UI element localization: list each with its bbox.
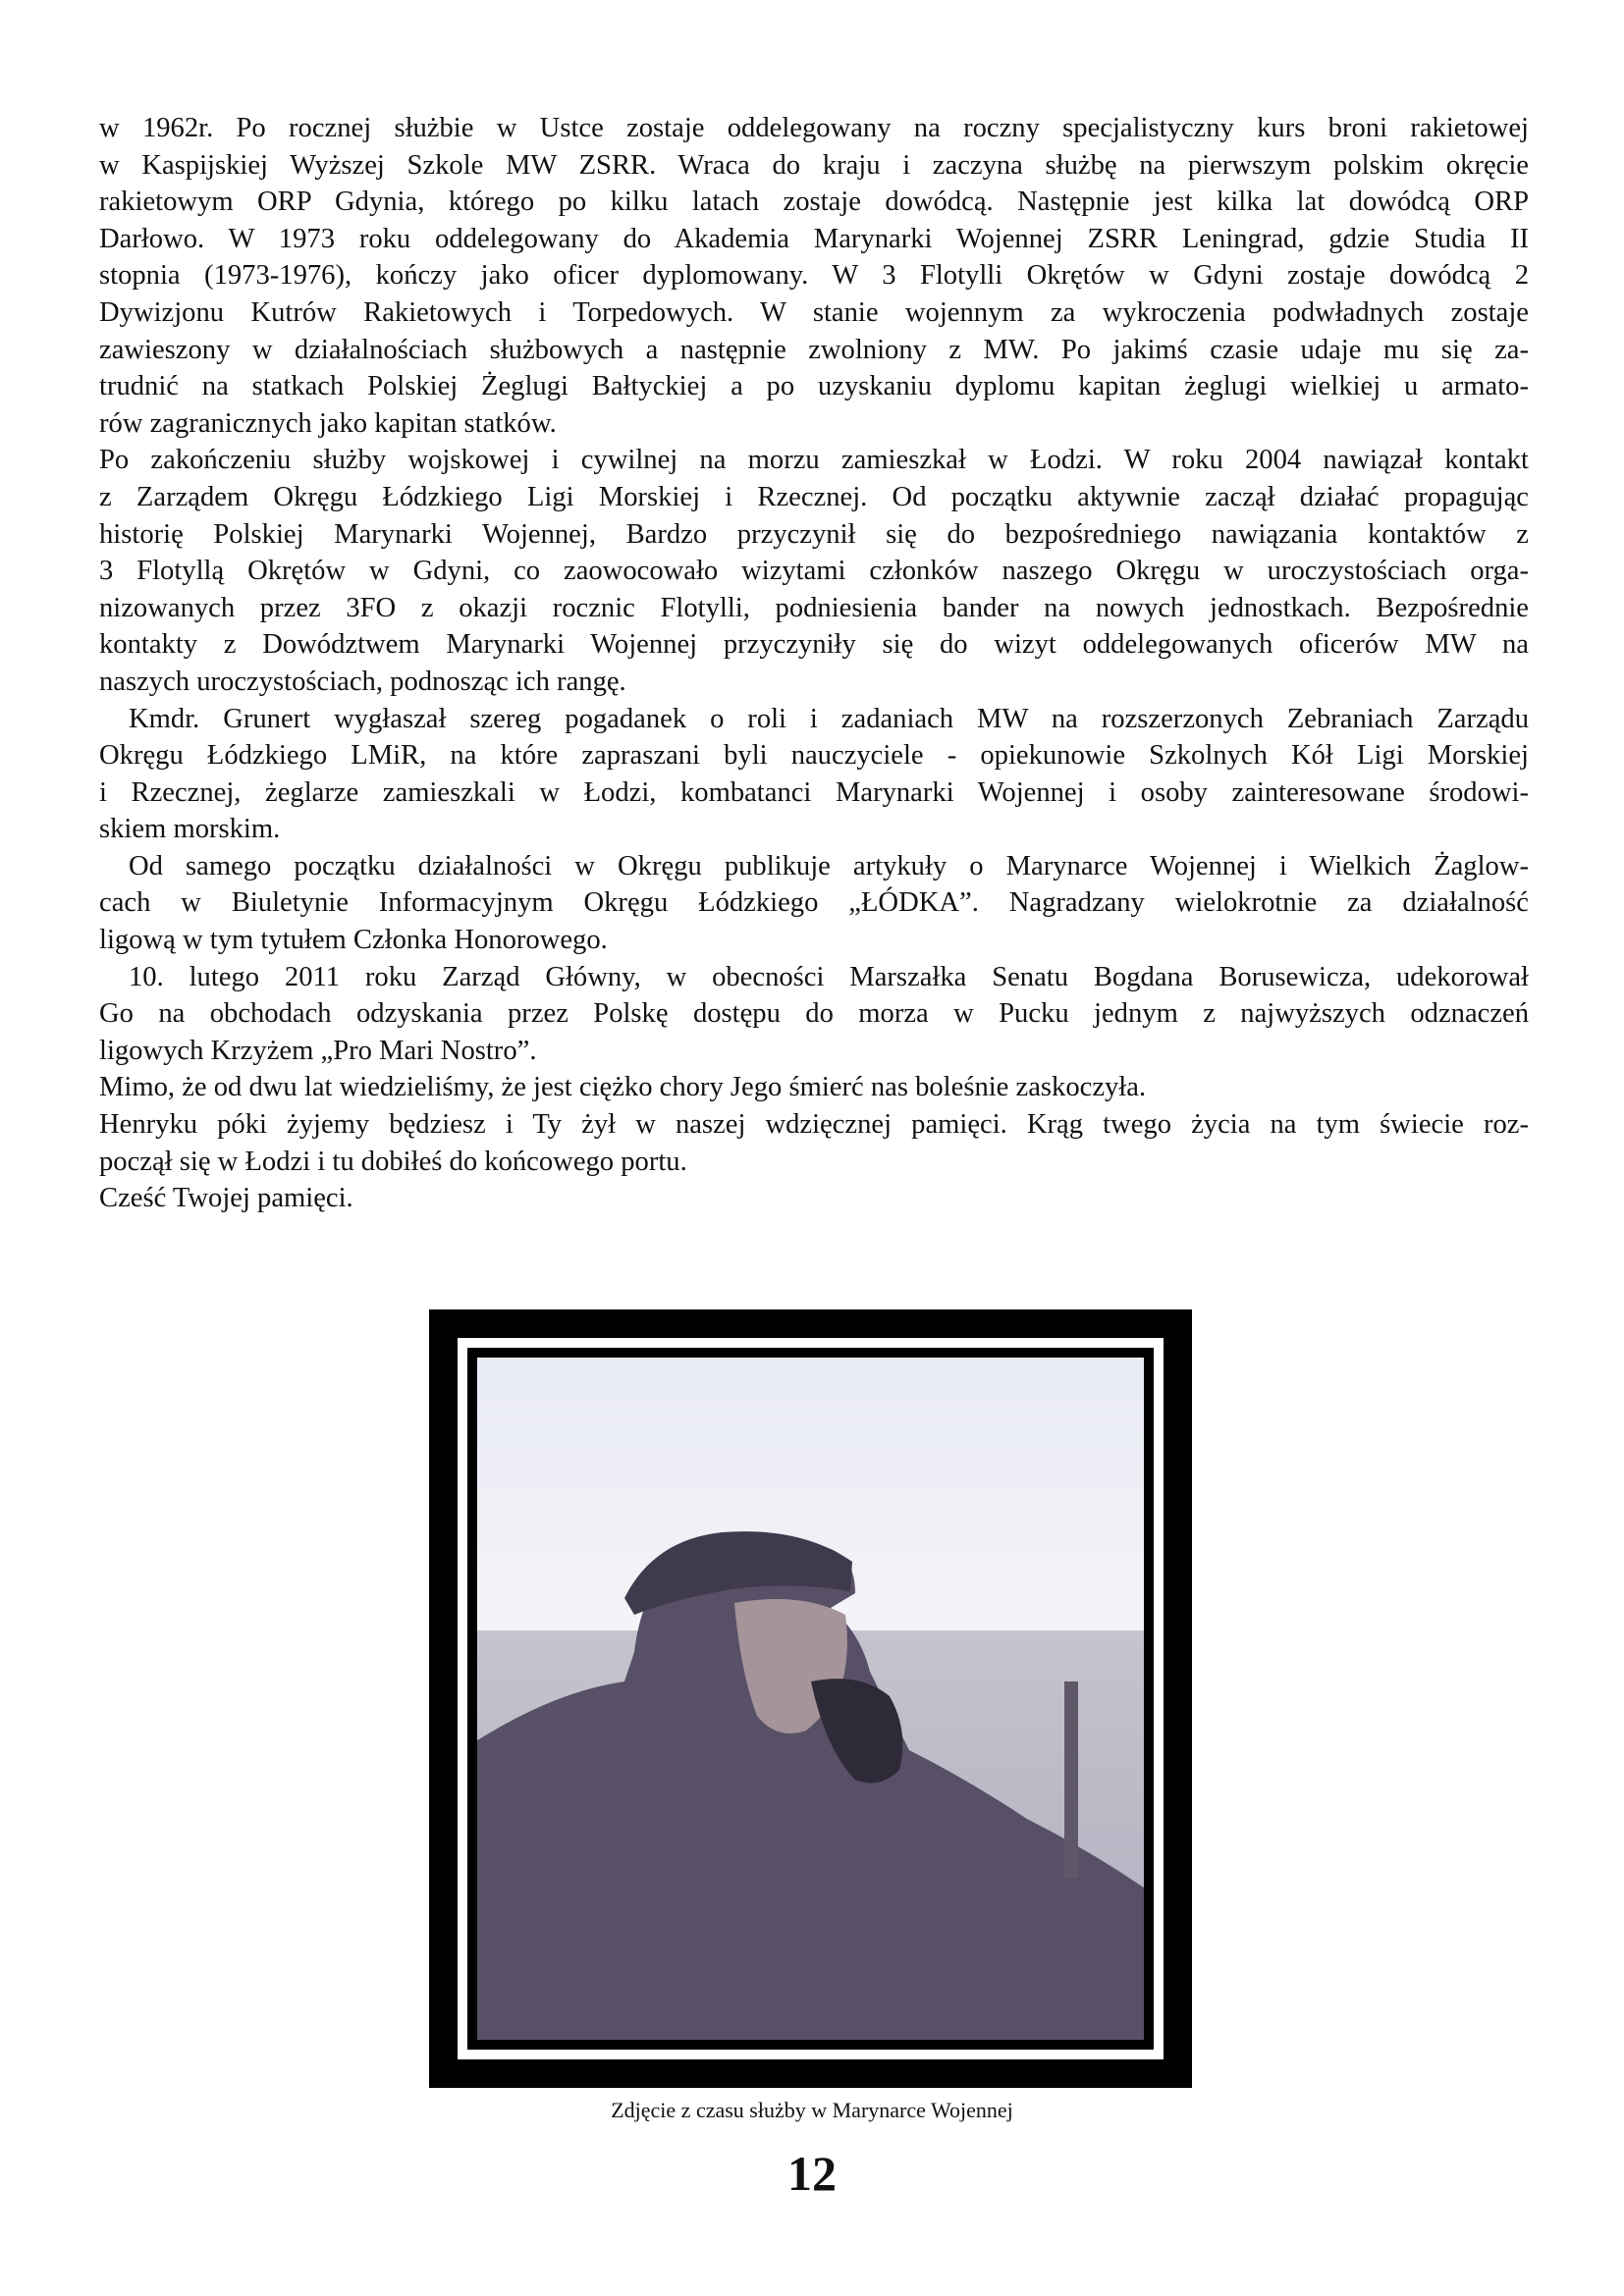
paragraph-line: Henryku póki żyjemy będziesz i Ty żył w naszej wdzięcznej pamięci. Krąg twego życia na tym świecie roz- xyxy=(99,1109,1529,1141)
paragraph-line: Okręgu Łódzkiego LMiR, na które zapraszani byli nauczyciele - opiekunowie Szkolnych Kół Ligi Morskiej xyxy=(99,740,1529,772)
paragraph-line: i Rzecznej, żeglarze zamieszkali w Łodzi, kombatanci Marynarki Wojennej i osoby zainteresowane środowi- xyxy=(99,776,1529,808)
paragraph-line: w Kaspijskiej Wyższej Szkole MW ZSRR. Wraca do kraju i zaczyna służbę na pierwszym polskim okręcie xyxy=(99,149,1529,181)
paragraph-line: Mimo, że od dwu lat wiedzieliśmy, że jest ciężko chory Jego śmierć nas boleśnie zaskoczyła. xyxy=(99,1072,1147,1103)
paragraph-line: rakietowym ORP Gdynia, którego po kilku latach zostaje dowódcą. Następnie jest kilka lat dowódcą ORP xyxy=(99,187,1529,218)
paragraph-line: trudnić na statkach Polskiej Żeglugi Bałtyckiej a po uzyskaniu dyplomu kapitan żeglugi wielkiej u armato- xyxy=(99,371,1529,402)
paragraph-line: skiem morskim. xyxy=(99,814,281,845)
photo xyxy=(477,1358,1144,2040)
paragraph-line: Darłowo. W 1973 roku oddelegowany do Akademia Marynarki Wojennej ZSRR Leningrad, gdzie Studia II xyxy=(99,223,1529,254)
paragraph-line: ligowych Krzyżem „Pro Mari Nostro”. xyxy=(99,1035,537,1066)
paragraph-line: 3 Flotyllą Okrętów w Gdyni, co zaowocowało wizytami członków naszego Okręgu w uroczystościach orga- xyxy=(99,556,1529,587)
paragraph-line: Kmdr. Grunert wygłaszał szereg pogadanek o roli i zadaniach MW na rozszerzonych Zebraniach Zarządu xyxy=(129,703,1529,734)
page-number: 12 xyxy=(787,2146,837,2201)
photo-officer-with-binoculars xyxy=(477,1358,1144,2040)
paragraph-line: cach w Biuletynie Informacyjnym Okręgu Łódzkiego „ŁÓDKA”. Nagradzany wielokrotnie za działalność xyxy=(99,887,1529,919)
paragraph-line: Od samego początku działalności w Okręgu publikuje artykuły o Marynarce Wojennej i Wielkich Żaglow- xyxy=(129,850,1529,881)
photo-caption: Zdjęcie z czasu służby w Marynarce Wojennej xyxy=(611,2098,1013,2122)
paragraph-line: począł się w Łodzi i tu dobiłeś do końcowego portu. xyxy=(99,1146,687,1177)
paragraph-line: Cześć Twojej pamięci. xyxy=(99,1183,353,1214)
paragraph-line: stopnia (1973-1976), kończy jako oficer dyplomowany. W 3 Flotylli Okrętów w Gdyni zostaje dowódcą 2 xyxy=(99,260,1529,292)
article-body xyxy=(99,110,1529,1217)
paragraph-line: historię Polskiej Marynarki Wojennej, Bardzo przyczynił się do bezpośredniego nawiązania kontaktów z xyxy=(99,518,1529,550)
paragraph-line: Go na obchodach odzyskania przez Polskę dostępu do morza w Pucku jednym z najwyższych odznaczeń xyxy=(99,998,1529,1030)
photo-frame xyxy=(429,1309,1192,2088)
paragraph-line: kontakty z Dowództwem Marynarki Wojennej przyczyniły się do wizyt oddelegowanych oficerów MW na xyxy=(99,629,1529,661)
paragraph-line: naszych uroczystościach, podnosząc ich rangę. xyxy=(99,666,626,697)
paragraph-line: Dywizjonu Kutrów Rakietowych i Torpedowych. W stanie wojennym za wykroczenia podwładnych zostaje xyxy=(99,296,1529,328)
paragraph-line: w 1962r. Po rocznej służbie w Ustce zostaje oddelegowany na roczny specjalistyczny kurs broni rakietowej xyxy=(99,113,1529,143)
paragraph-line: ligową w tym tytułem Członka Honorowego. xyxy=(99,925,608,956)
paragraph-line: z Zarządem Okręgu Łódzkiego Ligi Morskiej i Rzecznej. Od początku aktywnie zaczął działać propagując xyxy=(99,481,1529,512)
paragraph-line: nizowanych przez 3FO z okazji rocznic Flotylli, podniesienia bander na nowych jednostkach. Bezpośrednie xyxy=(99,592,1529,623)
paragraph-line: zawieszony w działalnościach służbowych a następnie zwolniony z MW. Po jakimś czasie udaje mu się za- xyxy=(99,334,1529,365)
railing-post xyxy=(1064,1682,1078,1878)
paragraph-line: rów zagranicznych jako kapitan statków. xyxy=(99,407,557,439)
paragraph-line: Po zakończeniu służby wojskowej i cywilnej na morzu zamieszkał w Łodzi. W roku 2004 nawiązał kontakt xyxy=(99,445,1529,476)
paragraph-line: 10. lutego 2011 roku Zarząd Główny, w obecności Marszałka Senatu Bogdana Borusewicza, udekorował xyxy=(129,961,1529,992)
